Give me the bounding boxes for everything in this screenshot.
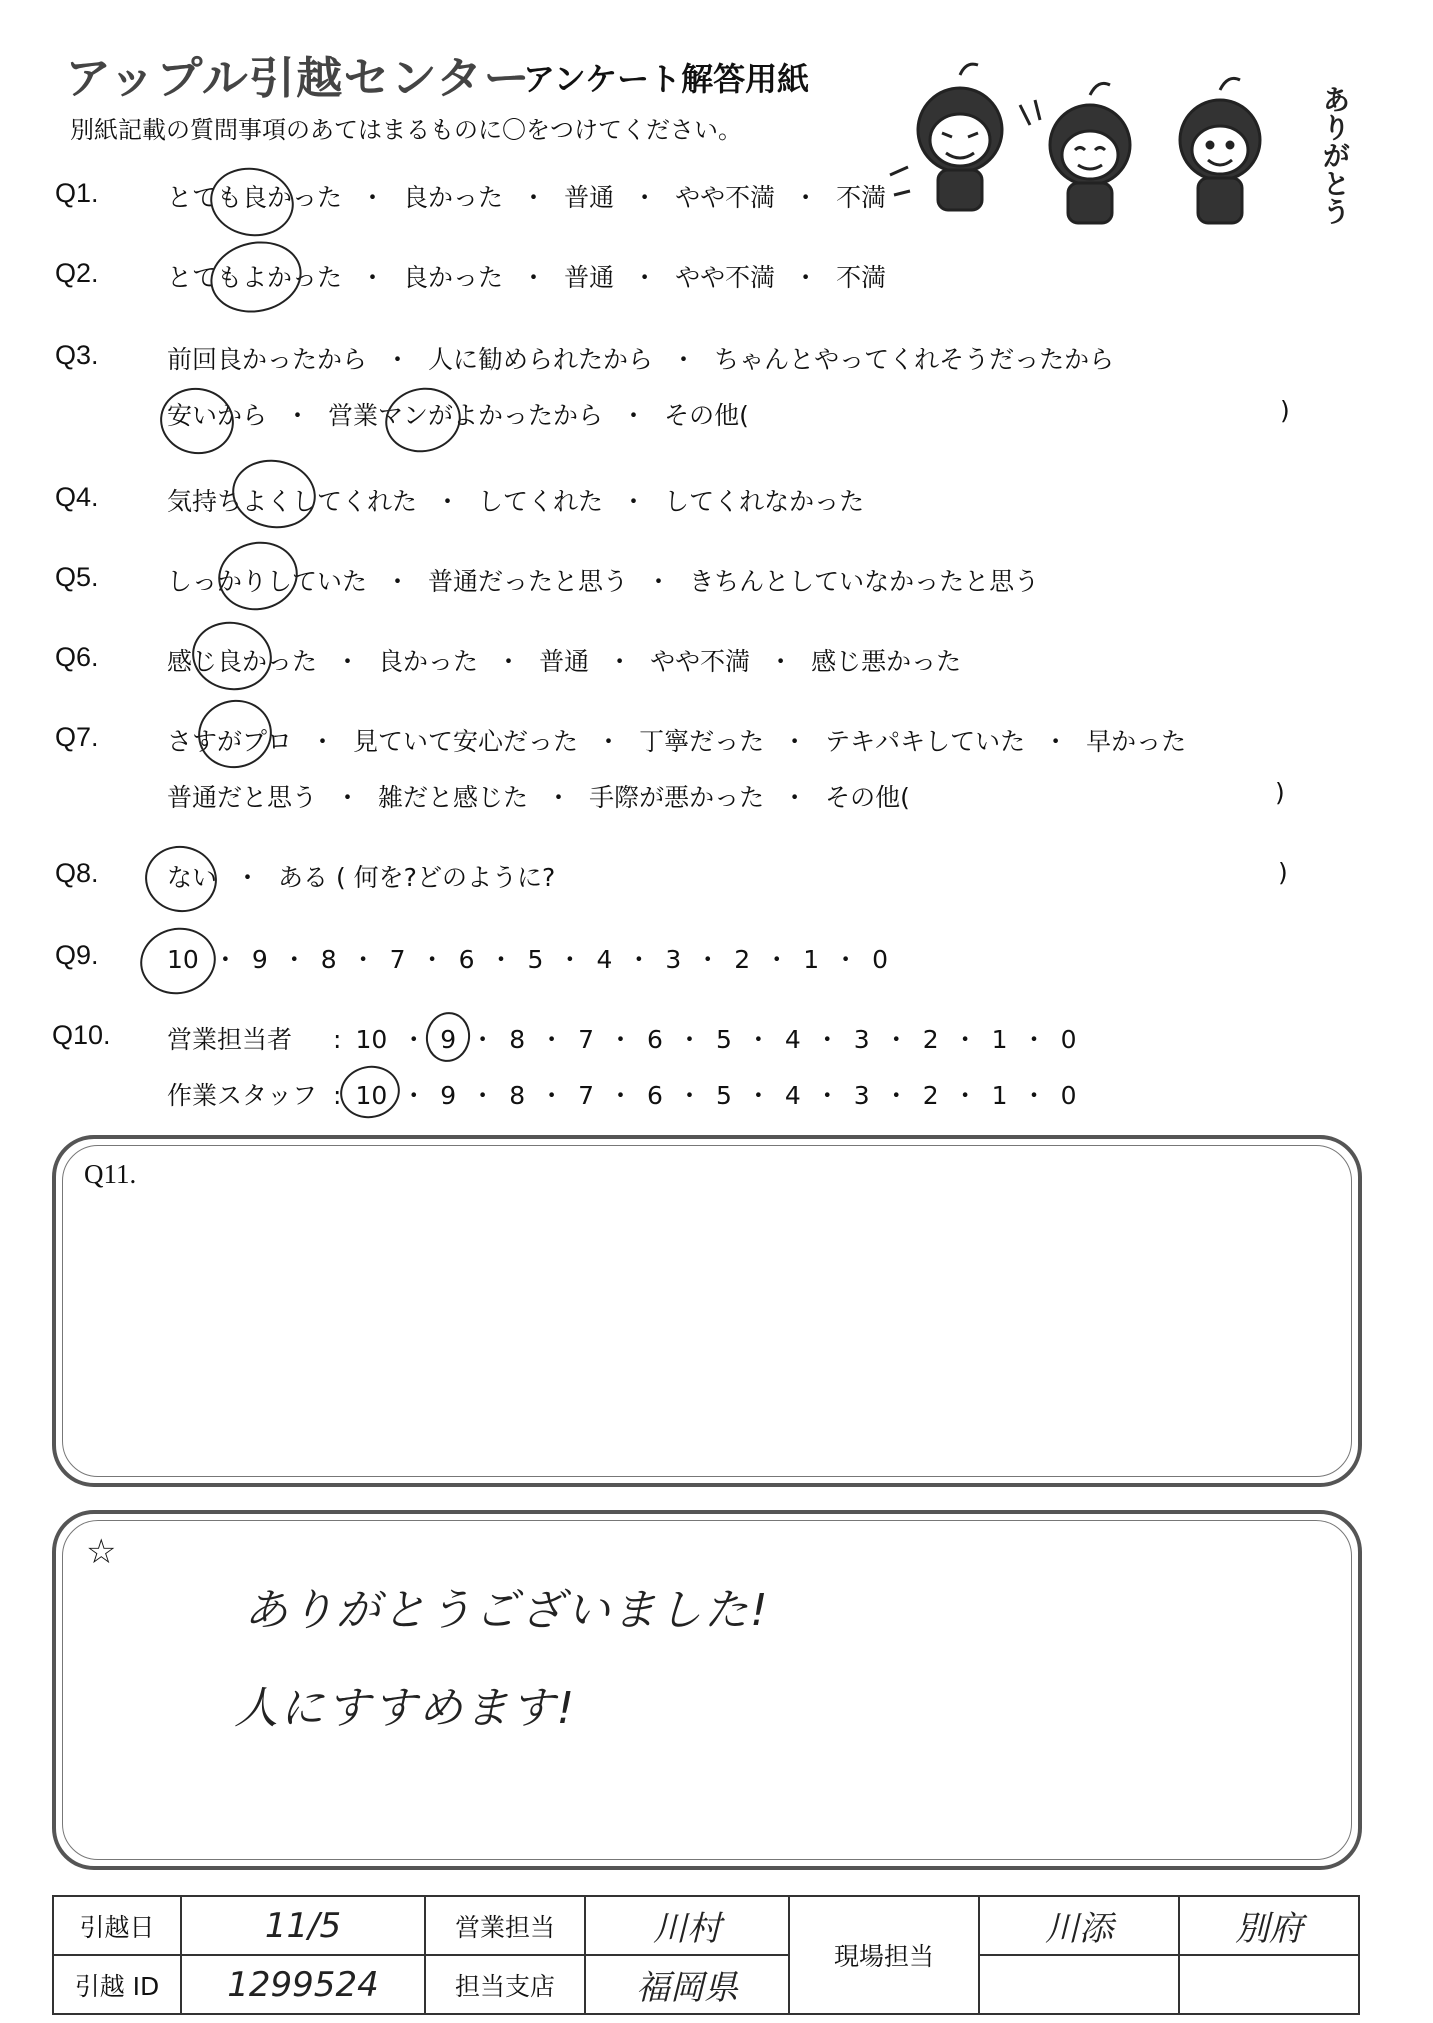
selection-mark [205, 161, 300, 243]
option-separator: ・ [557, 945, 583, 974]
answer-option[interactable]: 良かった [378, 647, 479, 676]
question-q5-options-line-1 [167, 562, 1039, 598]
rating-option[interactable]: 3 [853, 1081, 870, 1110]
move-id-label: 引越 ID [53, 1955, 181, 2014]
answer-option[interactable]: 雑だと感じた [378, 783, 529, 812]
answer-option[interactable]: しっかりしていた [167, 567, 368, 596]
rating-option[interactable]: 3 [853, 1025, 870, 1054]
q11-box-inner-border [62, 1145, 1352, 1477]
option-separator: ・ [470, 1025, 496, 1054]
site-staff-value-2: 別府 [1179, 1896, 1359, 1955]
answer-option[interactable]: 10 [167, 945, 199, 974]
answer-option[interactable]: 良かった [403, 183, 504, 212]
option-separator: ・ [350, 945, 376, 974]
option-separator: ・ [952, 1025, 978, 1054]
answer-option[interactable]: 2 [734, 945, 751, 974]
answer-option[interactable]: とてもよかった [167, 263, 343, 292]
option-separator: ・ [621, 487, 647, 516]
rating-option[interactable]: 9 [440, 1025, 457, 1054]
answer-option[interactable]: 気持ちよくしてくれた [167, 487, 418, 516]
site-staff-label: 現場担当 [789, 1896, 979, 2014]
question-label-q1: Q1. [55, 178, 99, 208]
option-separator: ・ [1021, 1025, 1047, 1054]
site-staff-empty-1 [979, 1955, 1179, 2014]
option-separator: ・ [596, 727, 622, 756]
answer-option[interactable]: 8 [320, 945, 337, 974]
question-label-q4: Q4. [55, 482, 99, 512]
option-separator: ・ [607, 647, 633, 676]
answer-option[interactable]: 普通 [539, 647, 590, 676]
close-paren: ) [1278, 858, 1288, 887]
option-separator: ・ [608, 1025, 634, 1054]
option-separator: ・ [745, 1025, 771, 1054]
sales-rep-value: 川村 [585, 1896, 789, 1955]
option-separator: ・ [435, 487, 461, 516]
selection-mark [187, 616, 278, 697]
answer-option[interactable]: 感じ悪かった [811, 647, 962, 676]
option-separator: ・ [626, 945, 652, 974]
company-title: アップル引越センター [65, 53, 531, 104]
option-separator: ・ [539, 1025, 565, 1054]
answer-option[interactable]: きちんとしていなかったと思う [689, 567, 1040, 596]
option-separator: ・ [488, 945, 514, 974]
q10-row-colon: : [333, 1081, 342, 1110]
selection-mark [134, 921, 222, 1001]
selection-mark [335, 1060, 405, 1123]
answer-option[interactable]: ある ( 何を?どのように? [278, 863, 556, 892]
star-icon: ☆ [86, 1534, 117, 1571]
option-separator: ・ [671, 345, 697, 374]
close-paren: ) [1280, 396, 1290, 425]
question-label-q6: Q6. [55, 642, 99, 672]
option-separator: ・ [470, 1081, 496, 1110]
option-separator: ・ [335, 647, 361, 676]
selection-mark [422, 1009, 474, 1066]
question-label-q3: Q3. [55, 340, 99, 370]
branch-label: 担当支店 [425, 1955, 585, 2014]
question-q7-options-line-2 [167, 778, 910, 814]
option-separator: ・ [1021, 1081, 1047, 1110]
answer-option[interactable]: 営業マンがよかったから [328, 401, 604, 430]
rating-option[interactable]: 5 [715, 1025, 732, 1054]
rating-option[interactable]: 10 [355, 1025, 388, 1054]
option-separator: ・ [621, 401, 647, 430]
answer-option[interactable]: 感じ良かった [167, 647, 318, 676]
move-id-value: 1299524 [181, 1955, 425, 2014]
option-separator: ・ [814, 1025, 840, 1054]
question-label-q10: Q10. [52, 1020, 111, 1050]
option-separator: ・ [883, 1081, 909, 1110]
rating-option[interactable]: 4 [784, 1081, 801, 1110]
monkey-left-icon [890, 64, 1002, 210]
question-label-q2: Q2. [55, 258, 99, 288]
option-separator: ・ [608, 1081, 634, 1110]
answer-option[interactable]: その他( [664, 401, 749, 430]
sales-rep-label: 営業担当 [425, 1896, 585, 1955]
question-q6-options-line-1 [167, 642, 961, 678]
form-subtitle: アンケート解答用紙 [523, 60, 810, 98]
rating-option[interactable]: 8 [509, 1025, 526, 1054]
option-separator: ・ [782, 727, 808, 756]
rating-option[interactable]: 1 [991, 1081, 1008, 1110]
option-separator: ・ [285, 401, 311, 430]
answer-option[interactable]: 9 [251, 945, 268, 974]
answer-option[interactable]: 早かった [1086, 727, 1187, 756]
site-staff-empty-2 [1179, 1955, 1359, 2014]
option-separator: ・ [695, 945, 721, 974]
option-separator: ・ [212, 945, 238, 974]
rating-option[interactable]: 5 [715, 1081, 732, 1110]
answer-option[interactable]: 前回良かったから [167, 345, 368, 374]
option-separator: ・ [546, 783, 572, 812]
answer-option[interactable]: 普通 [564, 263, 615, 292]
answer-option[interactable]: ない [167, 863, 218, 892]
option-separator: ・ [768, 647, 794, 676]
selection-mark [155, 382, 239, 460]
option-separator: ・ [401, 1025, 427, 1054]
rating-option[interactable]: 2 [922, 1025, 939, 1054]
selection-mark [140, 840, 222, 918]
option-separator: ・ [235, 863, 261, 892]
answer-option[interactable]: 安いから [167, 401, 268, 430]
rating-option[interactable]: 8 [509, 1081, 526, 1110]
answer-option[interactable]: してくれなかった [664, 487, 865, 516]
option-separator: ・ [401, 1081, 427, 1110]
rating-option[interactable]: 0 [1060, 1025, 1077, 1054]
handwritten-comment-line2: 人にすすめます! [234, 1683, 577, 1734]
option-separator: ・ [676, 1025, 702, 1054]
option-separator: ・ [360, 183, 386, 212]
answer-option[interactable]: 普通 [564, 183, 615, 212]
question-label-q8: Q8. [55, 858, 99, 888]
option-separator: ・ [745, 1081, 771, 1110]
option-separator: ・ [385, 345, 411, 374]
option-separator: ・ [793, 183, 819, 212]
option-separator: ・ [632, 183, 658, 212]
question-q7-options-line-1 [167, 722, 1186, 758]
answer-option[interactable]: とても良かった [167, 183, 343, 212]
handwritten-comment-line1: ありがとうございました! [244, 1585, 770, 1636]
option-separator: ・ [539, 1081, 565, 1110]
q10-row-1 [167, 1020, 1076, 1056]
free-comment-box[interactable] [52, 1510, 1362, 1870]
answer-option[interactable]: 7 [389, 945, 406, 974]
q10-row-colon: : [333, 1025, 342, 1054]
branch-value: 福岡県 [585, 1955, 789, 2014]
answer-option[interactable]: 人に勧められたから [428, 345, 654, 374]
answer-option[interactable]: やや不満 [650, 647, 751, 676]
rating-option[interactable]: 6 [647, 1025, 663, 1054]
q11-label: Q11. [84, 1159, 137, 1189]
option-separator: ・ [281, 945, 307, 974]
question-label-q9: Q9. [55, 940, 99, 970]
answer-option[interactable]: 見ていて安心だった [353, 727, 579, 756]
answer-option[interactable]: やや不満 [675, 263, 776, 292]
option-separator: ・ [782, 783, 808, 812]
option-separator: ・ [335, 783, 361, 812]
answer-option[interactable]: 3 [665, 945, 682, 974]
move-date-label: 引越日 [53, 1896, 181, 1955]
option-separator: ・ [833, 945, 859, 974]
answer-option[interactable]: やや不満 [675, 183, 776, 212]
answer-option[interactable]: 手際が悪かった [589, 783, 765, 812]
q10-row-name: 営業担当者 [167, 1025, 293, 1054]
q11-comment-box[interactable] [52, 1135, 1362, 1487]
option-separator: ・ [310, 727, 336, 756]
option-separator: ・ [385, 567, 411, 596]
answer-option[interactable]: テキパキしていた [825, 727, 1026, 756]
option-separator: ・ [793, 263, 819, 292]
rating-option[interactable]: 4 [784, 1025, 801, 1054]
answer-option[interactable]: 普通だと思う [167, 783, 318, 812]
rating-option[interactable]: 10 [355, 1081, 388, 1110]
monkey-mascot-illustration [880, 55, 1380, 245]
option-separator: ・ [419, 945, 445, 974]
selection-mark [227, 453, 322, 535]
option-separator: ・ [646, 567, 672, 596]
option-separator: ・ [632, 263, 658, 292]
option-separator: ・ [360, 263, 386, 292]
option-separator: ・ [676, 1081, 702, 1110]
rating-option[interactable]: 7 [578, 1081, 595, 1110]
answer-option[interactable]: 不満 [836, 183, 887, 212]
monkey-middle-icon [1020, 83, 1130, 223]
selection-mark [379, 381, 467, 459]
answer-option[interactable]: 1 [803, 945, 820, 974]
answer-option[interactable]: 5 [527, 945, 544, 974]
answer-option[interactable]: さすがプロ [167, 727, 293, 756]
question-q9-options-line-1 [167, 940, 888, 976]
answer-option[interactable]: 丁寧だった [639, 727, 765, 756]
option-separator: ・ [814, 1081, 840, 1110]
footer-info-table [52, 1895, 1360, 2015]
answer-option[interactable]: ちゃんとやってくれそうだったから [714, 345, 1115, 374]
rating-option[interactable]: 6 [647, 1081, 663, 1110]
answer-option[interactable]: その他( [825, 783, 910, 812]
selection-mark [204, 233, 309, 321]
move-date-value: 11/5 [181, 1896, 425, 1955]
answer-option[interactable]: 4 [596, 945, 613, 974]
instruction-text: 別紙記載の質問事項のあてはまるものに〇をつけてください。 [70, 116, 742, 144]
option-separator: ・ [521, 263, 547, 292]
q10-row-name: 作業スタッフ [167, 1081, 318, 1110]
selection-mark [212, 534, 304, 617]
close-paren: ) [1275, 778, 1285, 807]
question-label-q5: Q5. [55, 562, 99, 592]
answer-option[interactable]: 0 [872, 945, 889, 974]
mascot-caption: ありがとう [1318, 85, 1352, 225]
selection-mark [192, 693, 279, 775]
answer-option[interactable]: 不満 [836, 263, 887, 292]
rating-option[interactable]: 1 [991, 1025, 1008, 1054]
rating-option[interactable]: 0 [1060, 1081, 1077, 1110]
q10-row-2 [167, 1076, 1076, 1112]
question-q3-options-line-1 [167, 340, 1114, 376]
option-separator: ・ [521, 183, 547, 212]
rating-option[interactable]: 2 [922, 1081, 939, 1110]
rating-option[interactable]: 9 [440, 1081, 457, 1110]
question-q8-options-line-1 [167, 858, 555, 894]
option-separator: ・ [883, 1025, 909, 1054]
option-separator: ・ [764, 945, 790, 974]
option-separator: ・ [1043, 727, 1069, 756]
rating-option[interactable]: 7 [578, 1025, 595, 1054]
monkey-right-icon [1180, 78, 1260, 223]
answer-option[interactable]: 良かった [403, 263, 504, 292]
option-separator: ・ [496, 647, 522, 676]
option-separator: ・ [952, 1081, 978, 1110]
answer-option[interactable]: 普通だったと思う [428, 567, 629, 596]
question-label-q7: Q7. [55, 722, 99, 752]
answer-option[interactable]: してくれた [478, 487, 604, 516]
site-staff-value-1: 川添 [979, 1896, 1179, 1955]
answer-option[interactable]: 6 [458, 945, 475, 974]
